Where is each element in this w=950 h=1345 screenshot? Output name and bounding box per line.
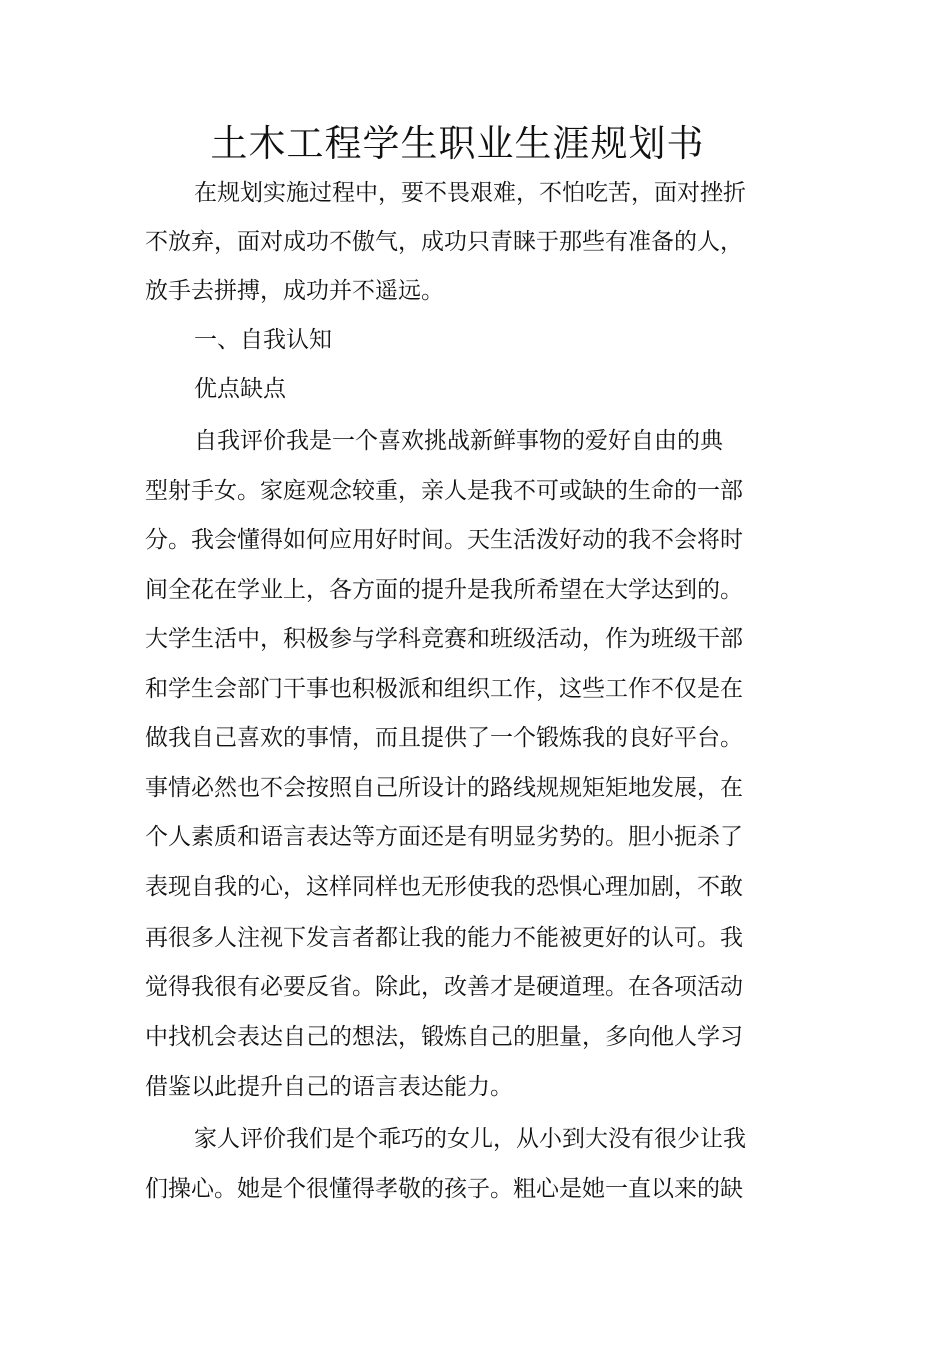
paragraph-line: 在规划实施过程中，要不畏艰难，不怕吃苦，面对挫折 [194,180,746,206]
paragraph-line: 和学生会部门干事也积极派和组织工作，这些工作不仅是在 [145,676,743,702]
paragraph-line: 借鉴以此提升自己的语言表达能力。 [145,1074,513,1100]
section-heading: 一、自我认知 [194,327,332,353]
paragraph-line: 事情必然也不会按照自己所设计的路线规规矩矩地发展，在 [145,775,743,801]
paragraph-line: 个人素质和语言表达等方面还是有明显劣势的。胆小扼杀了 [145,824,743,850]
paragraph-line: 间全花在学业上，各方面的提升是我所希望在大学达到的。 [145,577,743,603]
paragraph-line: 自我评价我是一个喜欢挑战新鲜事物的爱好自由的典 [194,428,723,454]
paragraph-line: 型射手女。家庭观念较重，亲人是我不可或缺的生命的一部 [145,478,743,504]
paragraph-line: 中找机会表达自己的想法，锻炼自己的胆量，多向他人学习 [145,1024,743,1050]
paragraph-line: 放手去拼搏，成功并不遥远。 [145,278,444,304]
paragraph-line: 做我自己喜欢的事情，而且提供了一个锻炼我的良好平台。 [145,725,743,751]
document-title: 土木工程学生职业生涯规划书 [210,122,705,165]
paragraph-line: 表现自我的心，这样同样也无形使我的恐惧心理加剧，不敢 [145,874,743,900]
paragraph-line: 大学生活中，积极参与学科竞赛和班级活动，作为班级干部 [145,626,743,652]
paragraph-line: 再很多人注视下发言者都让我的能力不能被更好的认可。我 [145,925,743,951]
paragraph-line: 不放弃，面对成功不傲气，成功只青睐于那些有准备的人， [145,229,743,255]
paragraph-line: 家人评价我们是个乖巧的女儿，从小到大没有很少让我 [194,1126,746,1152]
paragraph-line: 觉得我很有必要反省。除此，改善才是硬道理。在各项活动 [145,974,743,1000]
paragraph-line: 们操心。她是个很懂得孝敬的孩子。粗心是她一直以来的缺 [145,1176,743,1202]
subsection-heading: 优点缺点 [194,376,286,402]
paragraph-line: 分。我会懂得如何应用好时间。天生活泼好动的我不会将时 [145,527,743,553]
